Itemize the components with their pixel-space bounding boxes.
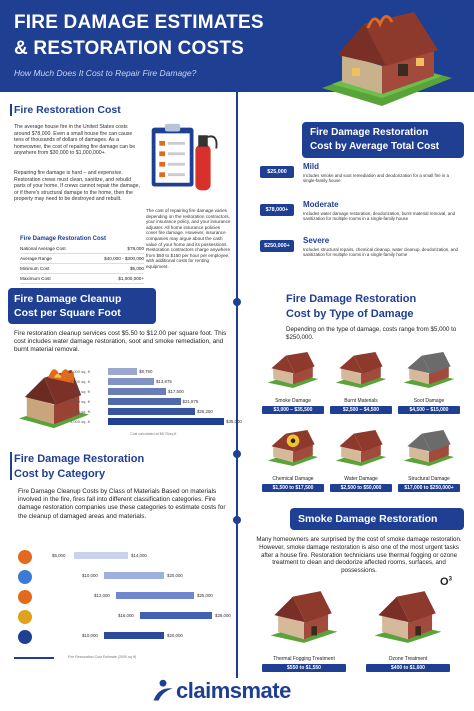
category-low-value: $10,000 bbox=[82, 633, 98, 638]
accent-line bbox=[10, 104, 12, 116]
row-label: Average Range bbox=[20, 256, 52, 261]
tier-price-tag: $25,000 bbox=[260, 166, 294, 178]
damage-type-price: $2,500 to $50,000 bbox=[330, 484, 392, 492]
average-total-title-line2: Cost by Average Total Cost bbox=[310, 141, 440, 152]
by-category-body: Fire Damage Cleanup Costs by Class of Materials Based on materials involved in the fire, fires fall into different classification categories. Fire damage restoration companies use these categories to estimate costs for the cleanup of damaged areas and materials. bbox=[18, 488, 226, 520]
damage-type-item bbox=[330, 350, 392, 414]
sqft-bar-label: 2,500 sq. ft bbox=[70, 399, 90, 404]
tier-name: Severe bbox=[303, 236, 330, 245]
category-range-bar bbox=[140, 612, 212, 619]
table-row bbox=[20, 264, 144, 274]
per-sqft-note: Cost calculated at $8.75/sq.ft bbox=[130, 432, 177, 436]
ozone-symbol: O bbox=[440, 576, 449, 588]
fire-class-icon bbox=[18, 610, 32, 624]
category-low-value: $5,000 bbox=[52, 553, 66, 558]
damaged-house-icon bbox=[266, 350, 320, 390]
sqft-bar bbox=[108, 388, 166, 395]
sqft-bar bbox=[108, 418, 224, 425]
damage-type-label: Chemical Damage bbox=[272, 476, 314, 482]
table-header: Fire Damage Restoration Cost bbox=[20, 236, 107, 242]
damage-type-price: $17,000 to $250,000+ bbox=[398, 484, 460, 492]
per-sqft-title-line2: Cost per Square Foot bbox=[14, 307, 121, 319]
row-value: $78,000 bbox=[127, 246, 144, 251]
sqft-bar-chart bbox=[70, 368, 242, 430]
tier-name: Mild bbox=[303, 162, 319, 171]
row-label: Maximum Cost bbox=[20, 276, 51, 281]
sqft-bar-label: 1,000 sq. ft bbox=[70, 369, 90, 374]
average-total-title-box bbox=[302, 122, 464, 158]
sqft-bar-value: $17,500 bbox=[168, 389, 184, 394]
damaged-house-icon bbox=[334, 428, 388, 468]
sqft-bar bbox=[108, 378, 154, 385]
sqft-bar bbox=[108, 368, 137, 375]
logo-swoosh-icon bbox=[150, 678, 176, 704]
category-high-value: $25,000 bbox=[197, 593, 213, 598]
table-row bbox=[20, 244, 144, 254]
sqft-bar-value: $26,250 bbox=[197, 409, 213, 414]
damage-type-label: Structural Damage bbox=[408, 476, 450, 482]
table-row bbox=[20, 254, 144, 264]
damage-type-price: $3,000 – $35,500 bbox=[262, 406, 324, 414]
smoke-title-box: Smoke Damage Restoration bbox=[290, 508, 464, 530]
item-label: Ozone Treatment bbox=[388, 656, 428, 662]
timeline-dot bbox=[233, 298, 241, 306]
smoke-item-ozone bbox=[366, 586, 450, 672]
damaged-house-icon bbox=[266, 428, 320, 468]
by-type-title-line2: Cost by Type of Damage bbox=[286, 308, 414, 320]
damage-type-item bbox=[330, 428, 392, 492]
tier-description: Includes water damage restoration, deodorization, burnt material removal, and sanitization for multiple rooms in a single-family house bbox=[303, 211, 456, 222]
row-value: $40,000 - $300,000 bbox=[104, 256, 144, 261]
timeline-line-main bbox=[236, 126, 238, 678]
per-sqft-title-line1: Fire Damage Cleanup bbox=[14, 293, 122, 305]
sqft-bar bbox=[108, 408, 195, 415]
damage-type-item bbox=[262, 350, 324, 414]
logo-wordmark: claimsmate bbox=[176, 678, 291, 703]
average-total-title-line1: Fire Damage Restoration bbox=[310, 127, 429, 138]
by-type-title bbox=[286, 292, 466, 322]
restoration-cost-side-text: The cost of repairing fire damage varies depending on the restoration contractors, your insurance policy, and your insurance adjuster. All home insurance policies cover fire damage. However, insurance companies may argue about the cash value of your home and its possessions. Restoration contractors charge anywhere from $50 to $150 per hour per employee, with additional costs for renting equipment. bbox=[146, 208, 231, 269]
page-subtitle: How Much Does It Cost to Repair Fire Damage? bbox=[14, 68, 197, 78]
by-category-title bbox=[14, 452, 214, 482]
timeline-dot bbox=[233, 516, 241, 524]
category-range-bar bbox=[104, 572, 164, 579]
house-fogging-illustration bbox=[267, 586, 341, 648]
page-title-line2: & RESTORATION COSTS bbox=[14, 38, 245, 59]
damage-type-item bbox=[398, 350, 460, 414]
claimsmate-logo bbox=[150, 676, 330, 706]
sqft-bar-value: $8,750 bbox=[139, 369, 153, 374]
clipboard-extinguisher-illustration bbox=[146, 114, 222, 204]
tier-price-tag: $250,000+ bbox=[260, 240, 294, 252]
row-label: National Average Cost bbox=[20, 246, 66, 251]
fire-class-icon bbox=[18, 570, 32, 584]
category-high-value: $20,000 bbox=[167, 573, 183, 578]
damaged-house-icon bbox=[402, 350, 456, 390]
row-value: $1,000,000+ bbox=[118, 276, 144, 281]
by-category-title-line2: Cost by Category bbox=[14, 468, 106, 480]
tier-mild bbox=[260, 162, 465, 196]
restoration-cost-title: Fire Restoration Cost bbox=[14, 104, 121, 116]
category-low-value: $10,000 bbox=[82, 573, 98, 578]
item-price: $550 to $1,550 bbox=[262, 664, 346, 672]
category-high-value: $28,000 bbox=[215, 613, 231, 618]
fire-class-icon bbox=[18, 550, 32, 564]
restoration-cost-para1: The average house fire in the United States costs around $78,000. Even a small house fire can cause tens of thousands of dollars of damages. As a homeowner, the cost of repairing fire damage can be anywhere from $30,000 to $1,000,000+. bbox=[14, 124, 136, 157]
smoke-item-thermal bbox=[262, 586, 346, 672]
damage-type-label: Burnt Materials bbox=[344, 398, 378, 404]
damage-type-price: $4,500 – $15,000 bbox=[398, 406, 460, 414]
tier-description: Includes smoke and soot remediation and deodorization for a small fire in a single-family house bbox=[303, 173, 449, 184]
page-title-line1: FIRE DAMAGE ESTIMATES bbox=[14, 12, 264, 33]
damage-type-label: Water Damage bbox=[344, 476, 378, 482]
damaged-house-icon bbox=[402, 428, 456, 468]
item-label: Thermal Fogging Treatment bbox=[273, 656, 335, 662]
tier-description: Includes structural repairs, chemical cleanup, water cleanup, deodorization, and sanitization for multiple rooms in a single-family home bbox=[303, 247, 458, 258]
tier-moderate bbox=[260, 200, 465, 234]
row-value: $5,000 bbox=[129, 266, 144, 271]
damage-type-item bbox=[262, 428, 324, 492]
restoration-cost-table bbox=[20, 236, 144, 284]
fire-class-icon bbox=[18, 630, 32, 644]
category-axis-line bbox=[14, 657, 54, 659]
sqft-bar-label: 2,000 sq. ft bbox=[70, 389, 90, 394]
item-price: $400 to $1,600 bbox=[366, 664, 450, 672]
timeline-line-top bbox=[236, 86, 238, 126]
sqft-bar-value: $35,000 bbox=[226, 419, 242, 424]
per-sqft-body: Fire restoration cleanup services cost $5.50 to $12.00 per square foot. This cost includes water damage restoration, soot and smoke remediation, and burnt material removal. bbox=[14, 330, 227, 353]
by-type-title-line1: Fire Damage Restoration bbox=[286, 293, 417, 305]
per-sqft-title-box bbox=[8, 288, 156, 324]
damaged-house-icon bbox=[334, 350, 388, 390]
category-range-bar bbox=[116, 592, 194, 599]
category-range-bar bbox=[74, 552, 128, 559]
category-high-value: $20,000 bbox=[167, 633, 183, 638]
smoke-body: Many homeowners are surprised by the cost of smoke damage restoration. However, smoke damage restoration is also one of the most urgent tasks after a house fire. Restoration technicians use thermal fogging or ozone treatment to clean and deodorize affected rooms, surfaces, and possessions. bbox=[256, 536, 462, 575]
tier-price-tag: $78,000+ bbox=[260, 204, 294, 216]
sqft-bar-label: 3,000 sq. ft bbox=[70, 409, 90, 414]
ozone-icon: $O^3$ bbox=[440, 576, 452, 588]
category-low-value: $12,000 bbox=[94, 593, 110, 598]
row-label: Minimum Cost bbox=[20, 266, 50, 271]
timeline-dot bbox=[233, 450, 241, 458]
tier-name: Moderate bbox=[303, 200, 339, 209]
sqft-bar bbox=[108, 398, 181, 405]
table-row bbox=[20, 274, 144, 284]
by-category-note: Fire Restoration Cost Estimate (2000 sq ft) bbox=[68, 655, 137, 659]
damage-type-price: $2,500 – $4,500 bbox=[330, 406, 392, 414]
fire-class-icon bbox=[18, 590, 32, 604]
sqft-bar-value: $13,875 bbox=[155, 379, 172, 384]
sqft-bar-label: 1,500 sq. ft bbox=[70, 379, 90, 384]
burning-house-illustration bbox=[302, 6, 462, 112]
damage-type-label: Soot Damage bbox=[413, 398, 445, 404]
restoration-cost-para2: Repairing fire damage is hard – and expensive. Restoration crews must clean, sanitize, and rebuild parts of your home. If crews cannot repair the damage, or if there's structural damage to the home, then the property may need to be destroyed and rebuilt. bbox=[14, 170, 141, 203]
sqft-bar-label: 4,000 sq. ft bbox=[70, 419, 90, 424]
damage-type-price: $1,500 to $17,500 bbox=[262, 484, 324, 492]
damage-type-label: Smoke Damage bbox=[275, 398, 311, 404]
tier-severe bbox=[260, 236, 465, 270]
by-category-title-line1: Fire Damage Restoration bbox=[14, 453, 145, 465]
category-low-value: $16,000 bbox=[118, 613, 134, 618]
by-type-body: Depending on the type of damage, costs range from $5,000 to $250,000. bbox=[286, 326, 457, 341]
damage-type-item bbox=[398, 428, 460, 492]
house-ozone-illustration bbox=[371, 586, 445, 648]
sqft-bar-value: $21,875 bbox=[182, 399, 199, 404]
accent-line bbox=[10, 452, 12, 480]
category-range-bar bbox=[104, 632, 164, 639]
category-high-value: $14,000 bbox=[131, 553, 147, 558]
category-range-chart bbox=[14, 548, 236, 652]
